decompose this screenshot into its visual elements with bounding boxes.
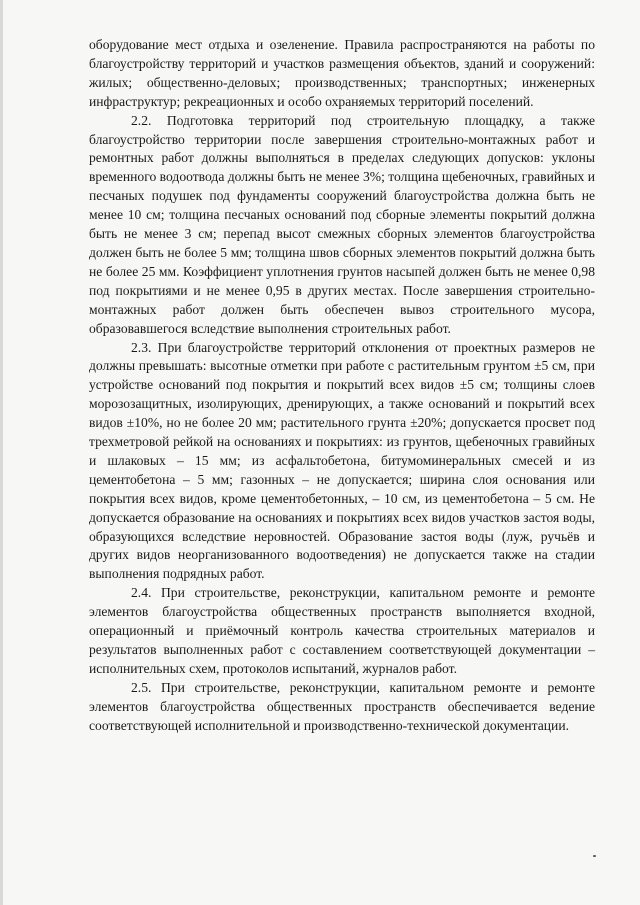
paragraph-2-2: 2.2. Подготовка территорий под строительную площадку, а также благоустройство территории после завершения строительно-монтажных работ и ремонтных работ должны выполняться в пределах следующих допусков: уклоны временного водоотвода должны быть не менее 3%; толщина щебеночных, гравийных и песчаных подушек под фундаменты сооружений благоустройства должна быть не менее 10 см; толщина песчаных оснований под сборные элементы покрытий должна быть не менее 3 см; перепад высот смежных сборных элементов благоустройства должен быть не более 5 мм; толщина швов сборных элементов покрытий должна быть не более 25 мм. Коэффициент уплотнения грунтов насыпей должен быть не менее 0,98 под покрытиями и не менее 0,95 в других местах. После завершения строительно-монтажных работ должен быть обеспечен вывоз строительного мусора, образовавшегося вследствие выполнения строительных работ. <box>89 112 595 336</box>
document-body <box>89 36 595 736</box>
paragraph-2-5: 2.5. При строительстве, реконструкции, капитальном ремонте и ремонте элементов благоустройства общественных пространств обеспечивается ведение соответствующей исполнительной и производственно-технической документации. <box>89 679 595 733</box>
paragraph-2-3: 2.3. При благоустройстве территорий отклонения от проектных размеров не должны превышать: высотные отметки при работе с растительным грунтом ±5 см, при устройстве оснований под покрытия и покрытий всех видов ±5 см; толщины слоев морозозащитных, изолирующих, дренирующих, а также оснований и покрытий всех видов ±10%, но не более 20 мм; растительного грунта ±20%; допускается просвет под трехметровой рейкой на основаниях и покрытиях: из грунтов, щебеночных гравийных и шлаковых – 15 мм; из асфальтобетона, битумоминеральных смесей и из цементобетона – 5 мм; газонных – не допускается; ширина слоя основания или покрытия всех видов, кроме цементобетонных, – 10 см, из цементобетона – 5 см. Не допускается образование на основаниях и покрытиях всех видов участков застоя воды, образующихся вследствие неровностей. Образование застоя воды (луж, ручьёв и других видов неорганизованного водоотведения) не допускается также на стадии выполнения подрядных работ. <box>89 339 595 582</box>
paragraph-2-4: 2.4. При строительстве, реконструкции, капитальном ремонте и ремонте элементов благоустройства общественных пространств выполняется входной, операционный и приёмочный контроль качества строительных материалов и результатов выполненных работ с составлением соответствующей документации – исполнительных схем, протоколов испытаний, журналов работ. <box>89 585 595 676</box>
paragraph-continued: оборудование мест отдыха и озеленение. Правила распространяются на работы по благоустройству территорий и участков размещения объектов, зданий и сооружений: жилых; общественно-деловых; производственных; транспортных; инженерных инфраструктур; рекреационных и особо охраняемых территорий поселений. <box>89 37 595 109</box>
page-edge <box>0 0 3 905</box>
